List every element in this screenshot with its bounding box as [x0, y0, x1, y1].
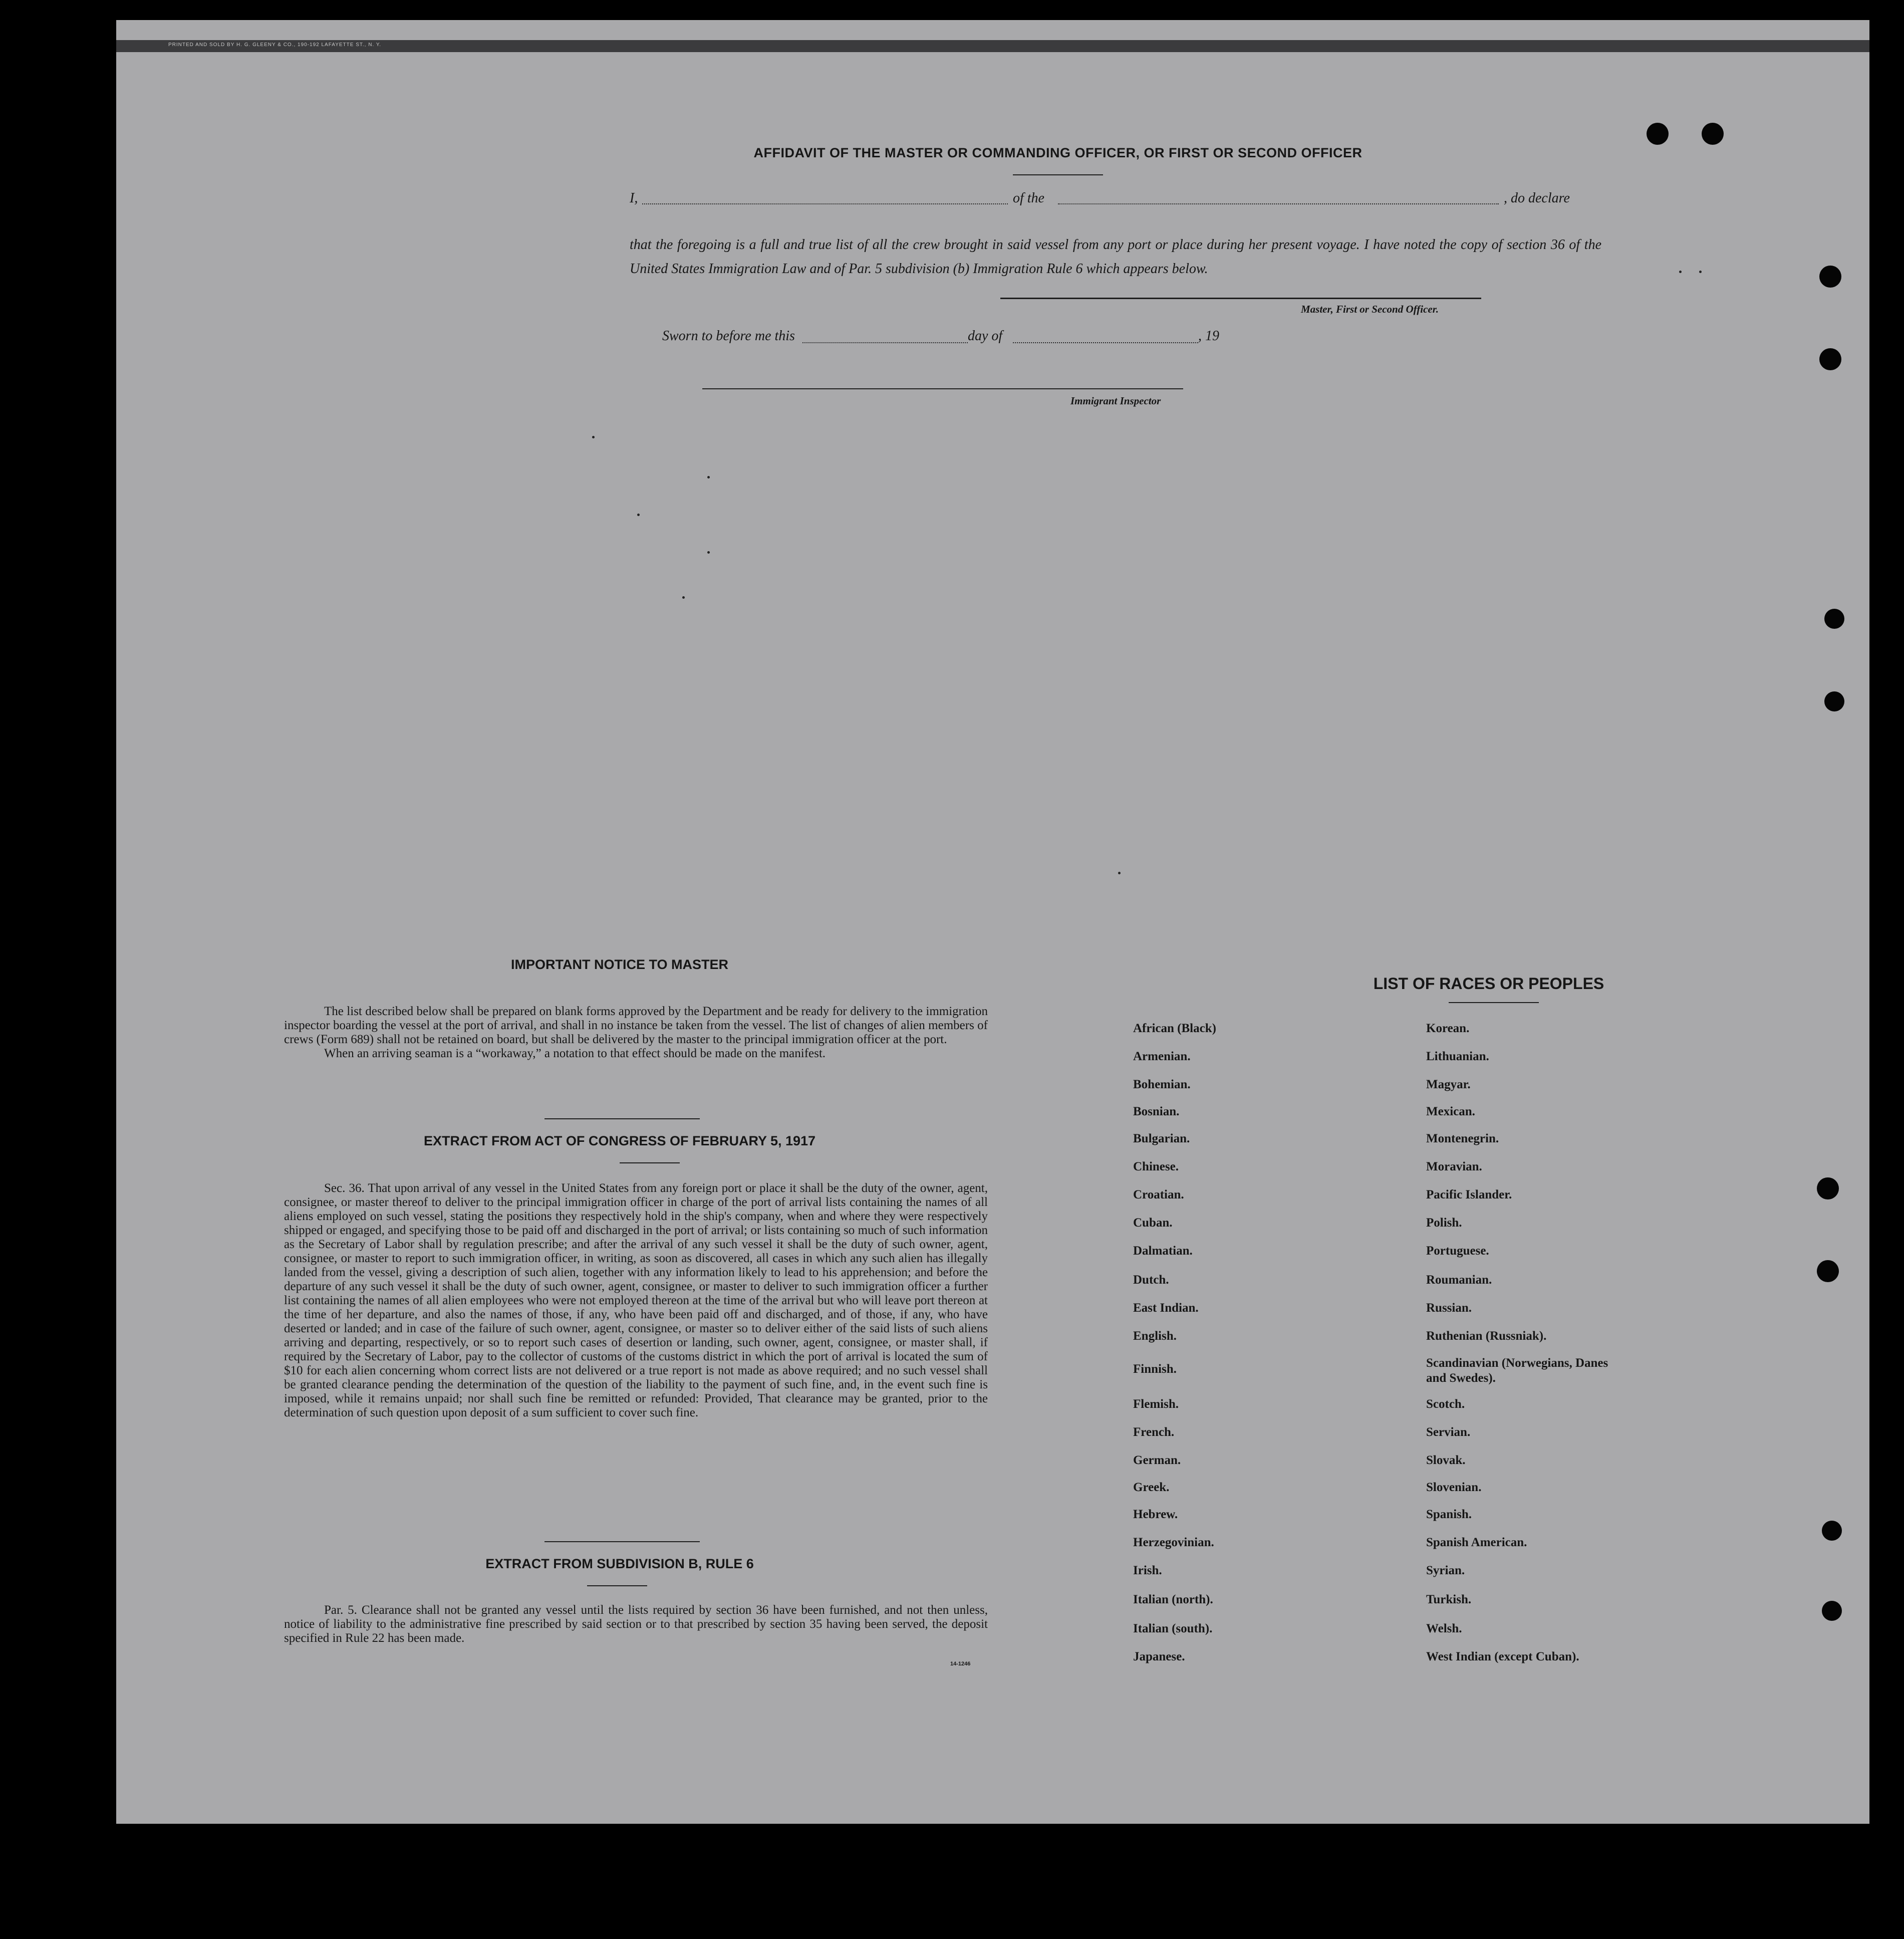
race-item: African (Black) — [1133, 1022, 1216, 1035]
race-item: Italian (north). — [1133, 1593, 1213, 1606]
race-item: Korean. — [1426, 1022, 1470, 1035]
race-item: Mexican. — [1426, 1105, 1475, 1118]
inspector-caption: Immigrant Inspector — [1070, 395, 1161, 407]
race-item: French. — [1133, 1425, 1175, 1439]
stray-mark — [682, 596, 685, 599]
notice-text — [284, 1005, 988, 1061]
race-item: Japanese. — [1133, 1650, 1185, 1663]
race-item: English. — [1133, 1329, 1177, 1343]
race-item: Syrian. — [1426, 1564, 1465, 1577]
stray-mark — [1679, 271, 1682, 273]
race-item: Roumanian. — [1426, 1273, 1492, 1287]
race-item: Dutch. — [1133, 1273, 1169, 1287]
race-item: Herzegovinian. — [1133, 1536, 1214, 1549]
act-title: EXTRACT FROM ACT OF CONGRESS OF FEBRUARY 5, 1917 — [423, 1133, 816, 1148]
punch-hole-icon — [1824, 691, 1844, 711]
race-item: Bohemian. — [1133, 1078, 1191, 1091]
race-item: Polish. — [1426, 1216, 1462, 1230]
officer-signature-line[interactable] — [1000, 298, 1481, 299]
affidavit-title: AFFIDAVIT OF THE MASTER OR COMMANDING OFFICER, OR FIRST OR SECOND OFFICER — [753, 145, 1363, 160]
race-item: Magyar. — [1426, 1078, 1471, 1091]
act-text — [284, 1181, 988, 1420]
race-item: Chinese. — [1133, 1160, 1179, 1173]
form-sheet — [116, 20, 1869, 1824]
printer-imprint: PRINTED AND SOLD BY H. G. GLEENY & CO., 190-192 LAFAYETTE ST., N. Y. — [168, 42, 381, 48]
officer-signature-caption: Master, First or Second Officer. — [1301, 303, 1439, 315]
race-item: West Indian (except Cuban). — [1426, 1650, 1579, 1663]
sworn-label: Sworn to before me this — [662, 328, 795, 344]
sworn-month-blank[interactable] — [1013, 342, 1198, 343]
race-item: Italian (south). — [1133, 1622, 1213, 1635]
affidavit-declare-label: , do declare — [1504, 190, 1570, 206]
punch-hole-icon — [1647, 123, 1669, 145]
race-item: Pacific Islander. — [1426, 1188, 1512, 1201]
race-item: Portuguese. — [1426, 1244, 1489, 1258]
race-item: Scotch. — [1426, 1397, 1465, 1411]
race-item: Flemish. — [1133, 1397, 1179, 1411]
stray-mark — [707, 476, 710, 478]
race-item: Greek. — [1133, 1481, 1170, 1494]
affidavit-of-the-label: of the — [1013, 190, 1044, 206]
affidavit-statement: that the foregoing is a full and true list of all the crew brought in said vessel from any port or place during her present voyage. I have noted the copy of section 36 of the United States Immigration Law and of Par. 5 subdivision (b) Immigration Rule 6 which appears below. — [630, 237, 1601, 277]
races-title-underline — [1449, 1002, 1539, 1003]
race-item: Cuban. — [1133, 1216, 1173, 1230]
punch-hole-icon — [1819, 348, 1841, 370]
punch-hole-icon — [1817, 1260, 1839, 1282]
notice-paragraph: When an arriving seaman is a “workaway,” a notation to that effect should be made on the manifest. — [324, 1047, 826, 1060]
title-underline — [1013, 174, 1103, 175]
stray-mark — [1118, 872, 1121, 874]
stray-mark — [592, 436, 595, 438]
race-item: Russian. — [1426, 1301, 1472, 1315]
race-item: Slovenian. — [1426, 1481, 1482, 1494]
stray-mark — [1699, 271, 1702, 273]
race-item: Spanish American. — [1426, 1536, 1527, 1549]
notice-title: IMPORTANT NOTICE TO MASTER — [511, 957, 728, 972]
section-divider — [587, 1585, 647, 1586]
day-of-label: day of — [968, 328, 1003, 344]
race-item: Armenian. — [1133, 1050, 1191, 1063]
race-item: Finnish. — [1133, 1362, 1177, 1376]
section-divider — [545, 1541, 700, 1542]
race-item: Dalmatian. — [1133, 1244, 1193, 1258]
race-item: Ruthenian (Russniak). — [1426, 1329, 1547, 1343]
race-item: Slovak. — [1426, 1453, 1466, 1467]
race-item: Turkish. — [1426, 1593, 1472, 1606]
punch-hole-icon — [1817, 1177, 1839, 1199]
officer-name-blank[interactable] — [642, 203, 1008, 204]
section-divider — [545, 1118, 700, 1119]
inspector-signature-line[interactable] — [702, 388, 1183, 389]
year-label: , 19 — [1198, 328, 1219, 344]
punch-hole-icon — [1819, 266, 1841, 288]
race-item: Lithuanian. — [1426, 1050, 1489, 1063]
race-item: Bulgarian. — [1133, 1132, 1190, 1145]
race-item: Bosnian. — [1133, 1105, 1180, 1118]
race-item: Servian. — [1426, 1425, 1471, 1439]
race-item: Moravian. — [1426, 1160, 1482, 1173]
race-item: Montenegrin. — [1426, 1132, 1499, 1145]
act-section-36: Sec. 36. That upon arrival of any vessel in the United States from any foreign port or place it shall be the duty of the owner, agent, consignee, or master thereof to deliver to the principal immigration officer in charge of the port of arrival lists containing the names of all aliens employed on such vessel, stating the positions they respectively hold in the ship's company, when and where they were respectively shipped or engaged, and specifying those to be paid off and discharged in the port of arrival; or lists containing so much of such information as the Secretary of Labor shall by regulation prescribe; and after the arrival of any such vessel it shall be the duty of such owner, agent, consignee, or master to report to such immigration officer, in writing, as soon as discovered, all cases in which any such alien has illegally landed from the vessel, giving a description of such alien, together with any information likely to lead to his apprehension; and before the departure of any such vessel it shall be the duty of such owner, agent, consignee, or master to deliver to such immigration officer a further list containing the names of all alien employees who were not employed thereon at the time of the arrival but who will leave port thereon at the time of her departure, and also the names of those, if any, who have been paid off and discharged, and of those, if any, who have deserted or landed; and in case of the failure of such owner, agent, consignee, or master so to deliver either of the said lists of such aliens arriving and departing, respectively, or so to report such cases of desertion or landing, such owner, agent, consignee, or master shall, if required by the Secretary of Labor, pay to the collector of customs of the customs district in which the port of arrival is located the sum of $10 for each alien concerning whom correct lists are not delivered or a true report is not made as above required; and no such vessel shall be granted clearance pending the determination of the question of the liability to the payment of such fine, and, in the event such fine is imposed, while it remains unpaid; nor shall such fine be remitted or refunded: Provided, That clearance may be granted, prior to the determination of such question upon deposit of a sum sufficient to cover such fine. — [284, 1181, 988, 1419]
races-title: LIST OF RACES OR PEOPLES — [1373, 975, 1604, 993]
vessel-name-blank[interactable] — [1058, 203, 1499, 204]
rule-text — [284, 1603, 988, 1645]
form-number: 14-1246 — [950, 1661, 971, 1667]
stray-mark — [707, 551, 710, 554]
race-item: Irish. — [1133, 1564, 1162, 1577]
race-item: Hebrew. — [1133, 1508, 1178, 1521]
section-divider — [620, 1162, 680, 1163]
race-item: Welsh. — [1426, 1622, 1462, 1635]
stray-mark — [637, 514, 640, 516]
notice-paragraph: The list described below shall be prepared on blank forms approved by the Department and be ready for delivery to the immigration inspector boarding the vessel at the port of arrival, and shall in no instance be taken from the vessel. The list of changes of alien members of crews (Form 689) shall not be retained on board, but shall be delivered by the master to the principal immigration officer at the port. — [284, 1005, 988, 1046]
race-item: German. — [1133, 1453, 1181, 1467]
punch-hole-icon — [1824, 609, 1844, 629]
race-item: Spanish. — [1426, 1508, 1472, 1521]
race-item: Scandinavian (Norwegians, Danes and Swedes). — [1426, 1356, 1608, 1385]
rule-paragraph: Par. 5. Clearance shall not be granted any vessel until the lists required by section 36 have been furnished, and not then unless, notice of liability to the administrative fine prescribed by said section or to that prescribed by section 35 having been served, the deposit specified in Rule 22 has been made. — [284, 1603, 988, 1645]
punch-hole-icon — [1822, 1601, 1842, 1621]
race-item: East Indian. — [1133, 1301, 1199, 1315]
sworn-day-blank[interactable] — [802, 342, 968, 343]
punch-hole-icon — [1702, 123, 1724, 145]
rule-title: EXTRACT FROM SUBDIVISION B, RULE 6 — [485, 1556, 754, 1571]
race-item: Croatian. — [1133, 1188, 1184, 1201]
affidavit-i-label: I, — [630, 190, 638, 206]
punch-hole-icon — [1822, 1521, 1842, 1541]
